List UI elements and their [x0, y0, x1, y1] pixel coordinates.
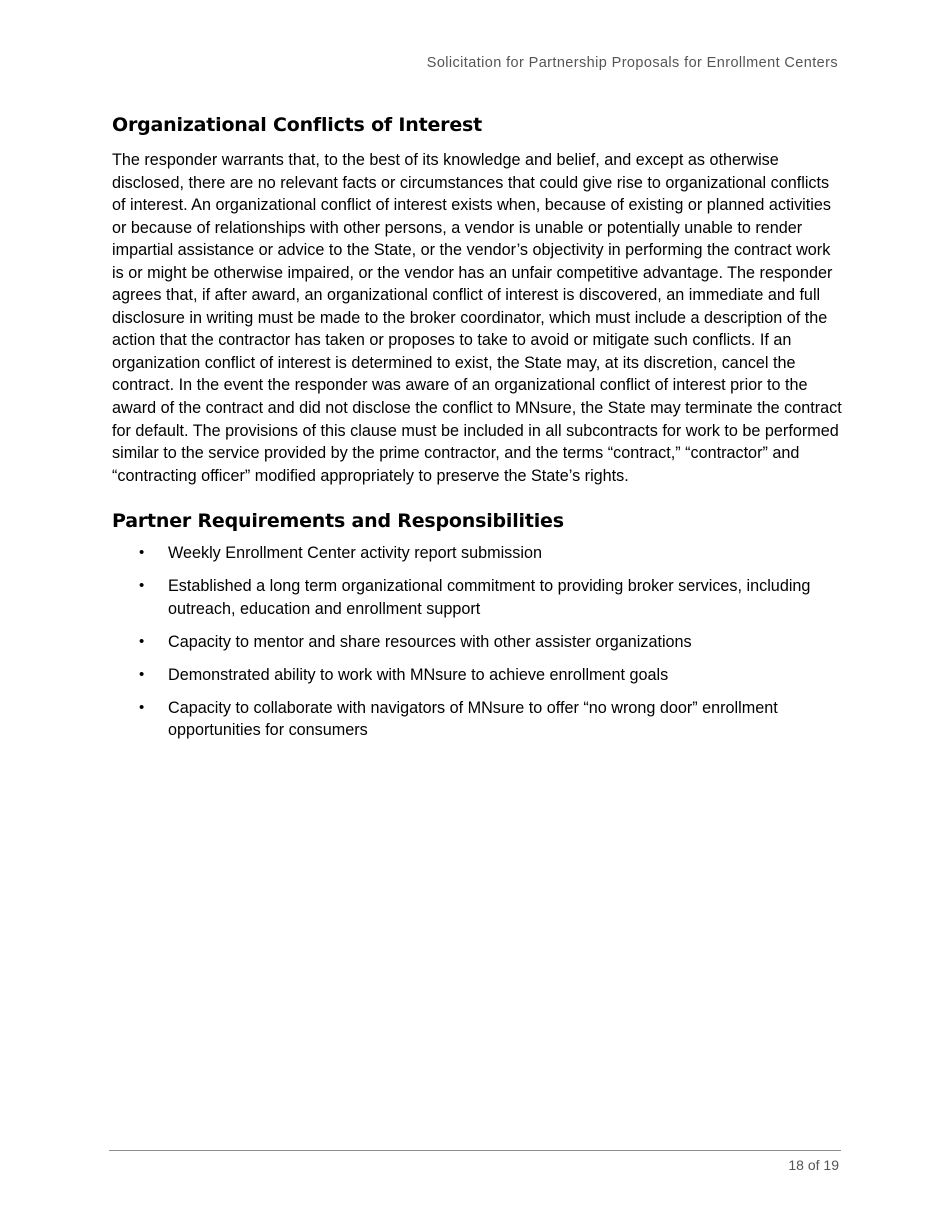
- list-item: [112, 542, 842, 565]
- list-item-text: Capacity to collaborate with navigators of MNsure to offer “no wrong door” enrollment opportunities for consumers: [168, 698, 778, 740]
- footer-divider: [109, 1150, 841, 1151]
- bullet-icon: •: [139, 577, 145, 595]
- conflicts-paragraph: The responder warrants that, to the best of its knowledge and belief, and except as otherwise disclosed, there are no relevant facts or circumstances that could give rise to organizational conflicts of interest. An organizational conflict of interest exists when, because of existing or planned activities or because of relationships with other persons, a vendor is unable or potentially unable to render impartial assistance or advice to the State, or the vendor’s objectivity in performing the contract work is or might be otherwise impaired, or the vendor has an unfair competitive advantage. The responder agrees that, if after award, an organizational conflict of interest is discovered, an immediate and full disclosure in writing must be made to the broker coordinator, which must include a description of the action that the contractor has taken or proposes to take to avoid or mitigate such conflicts. If an organization conflict of interest is determined to exist, the State may, at its discretion, cancel the contract. In the event the responder was aware of an organizational conflict of interest prior to the award of the contract and did not disclose the conflict to MNsure, the State may terminate the contract for default. The provisions of this clause must be included in all subcontracts for work to be performed similar to the service provided by the prime contractor, and the terms “contract,” “contractor” and “contracting officer” modified appropriately to preserve the State’s rights.: [112, 151, 842, 485]
- list-item: [112, 664, 842, 687]
- section-heading-partner-requirements: Partner Requirements and Responsibilities: [112, 510, 564, 533]
- bullet-icon: •: [139, 632, 145, 650]
- bullet-icon: •: [139, 665, 145, 683]
- page-content: [112, 113, 842, 753]
- list-item-text: Capacity to mentor and share resources with other assister organizations: [168, 632, 692, 651]
- list-item: [112, 697, 842, 742]
- list-item-text: Established a long term organizational commitment to providing broker services, including outreach, education and enrollment support: [168, 577, 811, 618]
- requirements-list: [112, 542, 842, 742]
- bullet-icon: •: [139, 698, 145, 716]
- list-item: [112, 631, 842, 654]
- list-item: [112, 575, 842, 620]
- running-header: Solicitation for Partnership Proposals for Enrollment Centers: [426, 55, 838, 71]
- bullet-icon: •: [139, 544, 145, 562]
- list-item-text: Weekly Enrollment Center activity report submission: [168, 544, 542, 563]
- page-number: 18 of 19: [788, 1157, 839, 1173]
- section-heading-organizational-conflicts: Organizational Conflicts of Interest: [112, 114, 483, 136]
- list-item-text: Demonstrated ability to work with MNsure to achieve enrollment goals: [168, 665, 669, 684]
